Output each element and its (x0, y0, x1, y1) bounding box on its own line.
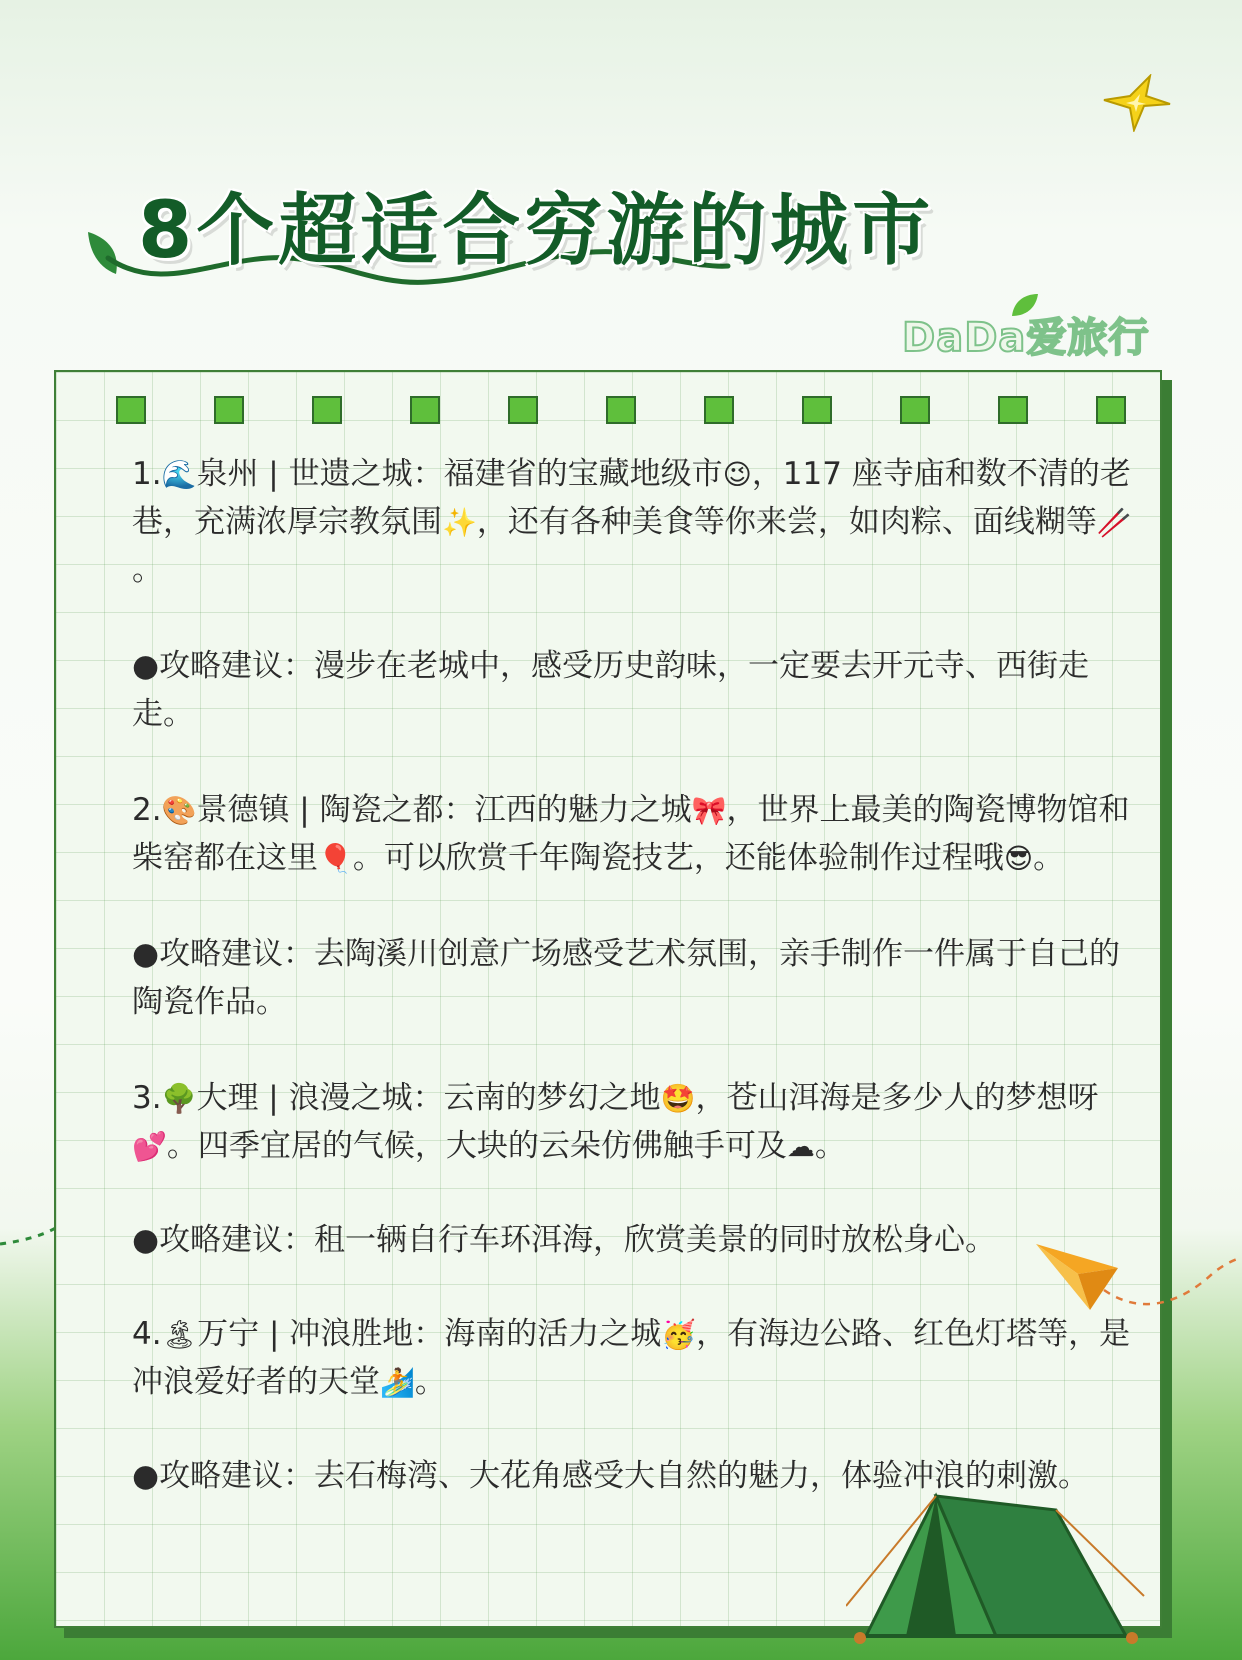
entry-text: ，还有各种美食等你来尝，如肉粽、面线糊等 (476, 504, 1097, 540)
palette-icon: 🎨 (161, 794, 197, 827)
wave-icon: 🌊 (161, 458, 197, 491)
city-entry (132, 450, 1132, 594)
entry-heading: 万宁 | 冲浪胜地： (197, 1316, 445, 1352)
tent-icon (846, 1486, 1146, 1660)
cloud-icon: ☁ (786, 1130, 815, 1163)
binder-square (1096, 396, 1126, 424)
binder-square (802, 396, 832, 424)
entry-heading: 大理 | 浪漫之城： (196, 1080, 444, 1116)
island-icon: 🏝 (161, 1318, 198, 1351)
entry-text: 。 (132, 552, 163, 588)
entry-text: 福建省的宝藏地级市 (443, 456, 723, 492)
page-title: 8个超适合穷游的城市 (138, 186, 935, 276)
party-face-icon: 🥳 (661, 1318, 697, 1351)
binder-square (508, 396, 538, 424)
city-entry (132, 786, 1132, 882)
binder-square (214, 396, 244, 424)
binder-square (116, 396, 146, 424)
city-entry (132, 1074, 1132, 1170)
bullet-dot: ● (132, 936, 160, 972)
entry-text: 。可以欣赏千年陶瓷技艺，还能体验制作过程哦 (352, 840, 1004, 876)
binder-square (312, 396, 342, 424)
binder-square (704, 396, 734, 424)
binder-square (900, 396, 930, 424)
tip-paragraph (132, 930, 1132, 1026)
entry-text: 。 (1033, 840, 1065, 876)
binder-holes (116, 396, 1126, 424)
entry-text: 海南的活力之城 (444, 1316, 662, 1352)
sunglasses-icon: 😎 (1003, 842, 1034, 875)
entry-heading: 景德镇 | 陶瓷之都： (196, 792, 475, 828)
balloon-icon: 🎈 (318, 842, 353, 875)
star-sparkle-icon (1100, 74, 1172, 132)
bullet-dot: ● (132, 1458, 160, 1494)
tip-text: 攻略建议：漫步在老城中，感受历史韵味，一定要去开元寺、西街走走。 (132, 648, 1090, 732)
grid-note-card (54, 370, 1162, 1628)
bullet-dot: ● (132, 648, 160, 684)
entry-text: ，117 座寺庙和数不清的老巷，充满浓厚宗教氛围 (132, 456, 1131, 540)
entry-text: ，苍山洱海是多少人的梦想呀 (695, 1080, 1099, 1116)
brand-watermark: DaDa爱旅行 (902, 315, 1150, 361)
paper-plane-icon (1034, 1240, 1242, 1340)
entry-heading: 泉州 | 世遗之城： (196, 456, 444, 492)
entry-number: 4. (132, 1316, 162, 1352)
entry-text: 。 (814, 1128, 846, 1164)
entry-text: ，有海边公路、红色灯塔等，是冲浪爱好者的天堂 (132, 1316, 1131, 1400)
entry-text: 云南的梦幻之地 (443, 1080, 661, 1116)
chopsticks-icon: 🥢 (1096, 506, 1132, 539)
city-entry (132, 1310, 1132, 1406)
sparkles-icon: ✨ (442, 506, 477, 539)
star-struck-icon: 🤩 (660, 1082, 696, 1115)
wink-icon: 😉 (722, 458, 752, 491)
entry-number: 1. (132, 456, 162, 492)
tree-icon: 🌳 (161, 1082, 197, 1115)
binder-square (410, 396, 440, 424)
city-list (132, 450, 1132, 1500)
binder-square (998, 396, 1028, 424)
entry-number: 2. (132, 792, 162, 828)
tip-text: 攻略建议：租一辆自行车环洱海，欣赏美景的同时放松身心。 (159, 1222, 997, 1258)
bullet-dot: ● (132, 1222, 160, 1258)
ribbon-icon: 🎀 (691, 794, 727, 827)
two-hearts-icon: 💕 (132, 1130, 167, 1163)
surfer-icon: 🏄 (380, 1366, 415, 1399)
entry-number: 3. (132, 1080, 162, 1116)
entry-text: 。 (414, 1364, 446, 1400)
entry-text: ，世界上最美的陶瓷博物馆和柴窑都在这里 (132, 792, 1130, 876)
entry-text: 。四季宜居的气候，大块的云朵仿佛触手可及 (166, 1128, 787, 1164)
tip-paragraph (132, 1216, 1132, 1264)
binder-square (606, 396, 636, 424)
tip-text: 攻略建议：去陶溪川创意广场感受艺术氛围，亲手制作一件属于自己的陶瓷作品。 (132, 936, 1121, 1020)
tip-paragraph (132, 642, 1132, 738)
entry-text: 江西的魅力之城 (474, 792, 692, 828)
tip-text: 攻略建议：去石梅湾、大花角感受大自然的魅力，体验冲浪的刺激。 (159, 1458, 1090, 1494)
